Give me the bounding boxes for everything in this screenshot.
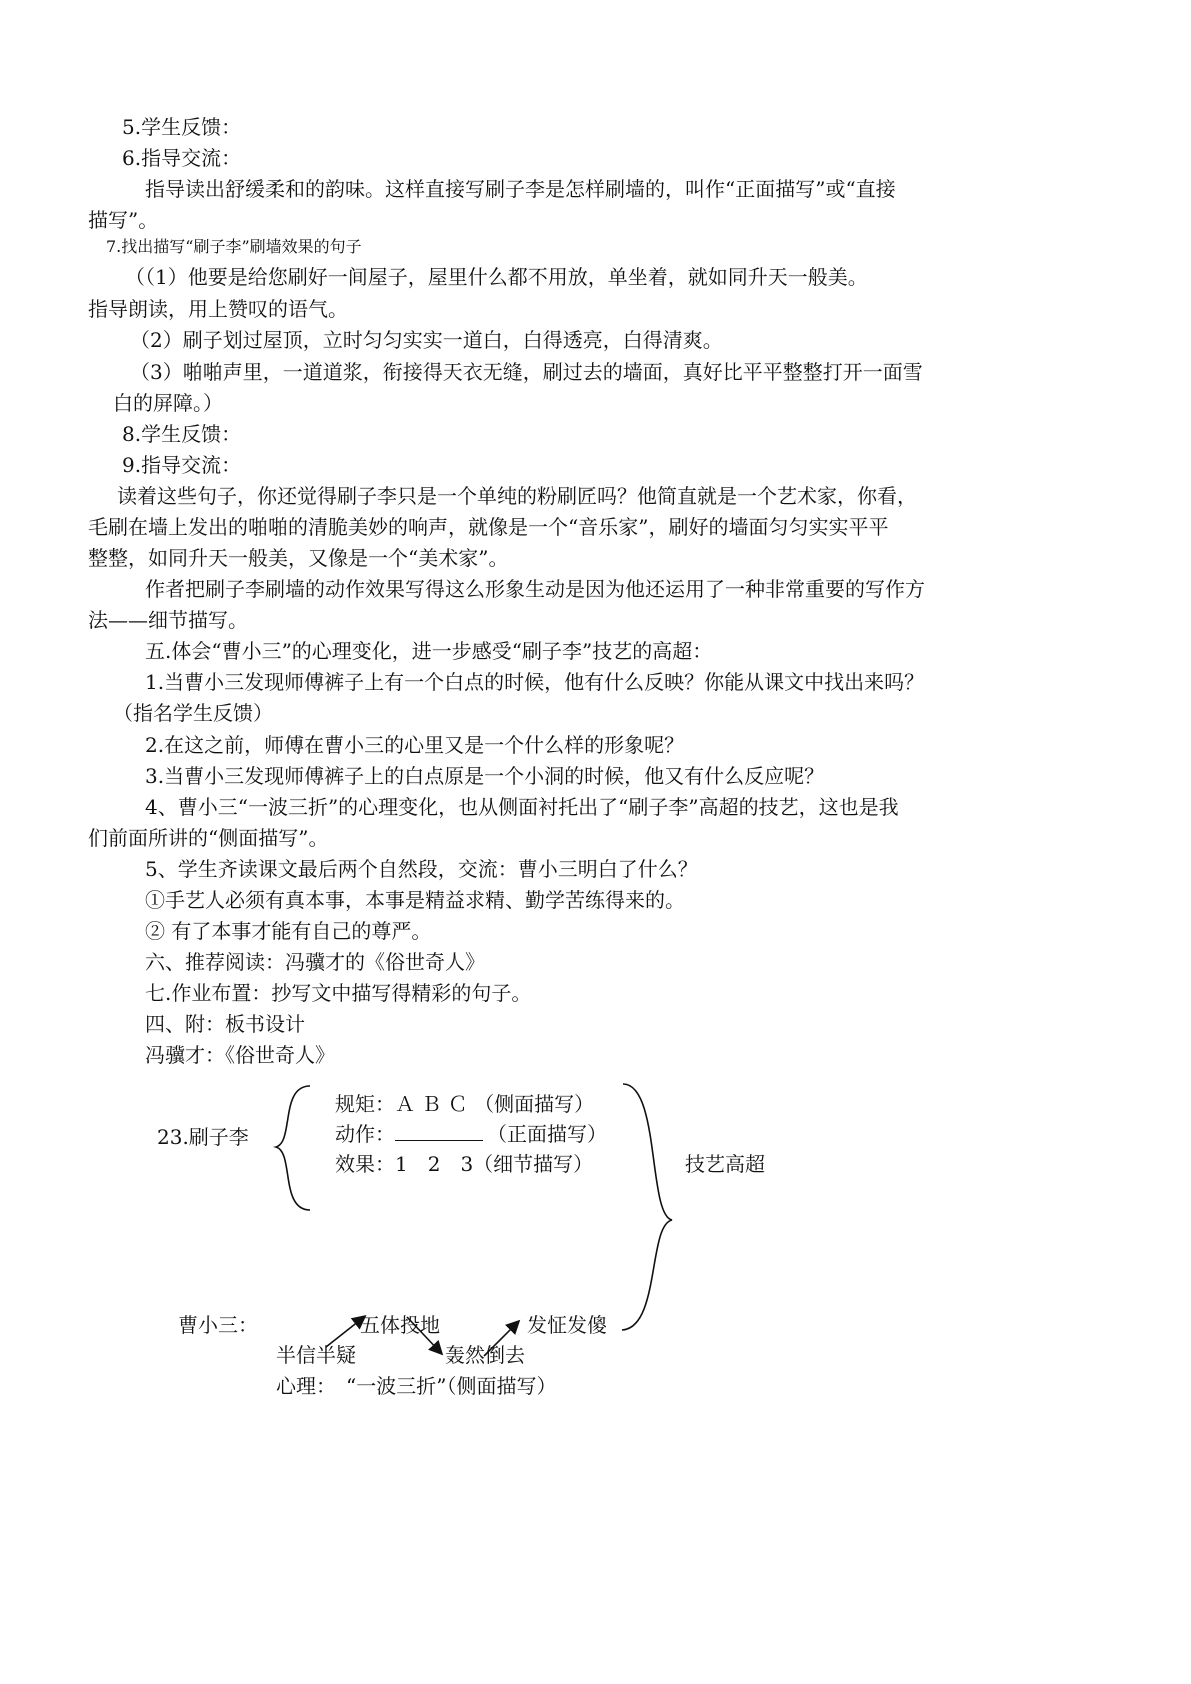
text-line: 冯骥才：《俗世奇人》 xyxy=(145,1043,335,1067)
text-line: 2.在这之前，师傅在曹小三的心里又是一个什么样的形象呢？ xyxy=(145,733,685,757)
board-action-label: 动作： xyxy=(335,1122,395,1146)
text-line: 5.学生反馈： xyxy=(122,115,242,139)
text-line: （3）啪啪声里，一道道浆，衔接得天衣无缝，刷过去的墙面，真好比平平整整打开一面雪 xyxy=(130,360,923,384)
text-line: 指导读出舒缓柔和的韵味。这样直接写刷子李是怎样刷墙的，叫作“正面描写”或“直接 xyxy=(145,177,896,201)
board-title: 23.刷子李 xyxy=(157,1125,249,1149)
board-step-3: 轰然倒去 xyxy=(445,1343,525,1367)
text-line: ② 有了本事才能有自己的尊严。 xyxy=(145,919,432,943)
text-line: 作者把刷子李刷墙的动作效果写得这么形象生动是因为他还运用了一种非常重要的写作方 xyxy=(145,577,925,601)
text-line: 1.当曹小三发现师傅裤子上有一个白点的时候，他有什么反映？你能从课文中找出来吗？ xyxy=(145,670,925,694)
text-line: 4、曹小三“一波三折”的心理变化，也从侧面衬托出了“刷子李”高超的技艺，这也是我 xyxy=(145,795,899,819)
text-line: 5、学生齐读课文最后两个自然段，交流：曹小三明白了什么？ xyxy=(145,857,698,881)
board-effect: 效果：1 2 3（细节描写） xyxy=(335,1152,594,1176)
blank-line xyxy=(395,1122,483,1141)
board-summary: 技艺高超 xyxy=(685,1152,765,1176)
text-line: 6.指导交流： xyxy=(122,146,242,170)
board-action xyxy=(335,1120,607,1148)
board-cao-label: 曹小三： xyxy=(178,1313,258,1337)
text-line: 7.找出描写“刷子李”刷墙效果的句子 xyxy=(106,237,362,256)
text-line: （（1）他要是给您刷好一间屋子，屋里什么都不用放，单坐着，就如同升天一般美。 xyxy=(125,265,868,289)
text-line: 指导朗读，用上赞叹的语气。 xyxy=(88,297,348,321)
text-line: 3.当曹小三发现师傅裤子上的白点原是一个小洞的时候，他又有什么反应呢？ xyxy=(145,764,825,788)
text-line: 七.作业布置：抄写文中描写得精彩的句子。 xyxy=(145,981,532,1005)
text-line: ①手艺人必须有真本事，本事是精益求精、勤学苦练得来的。 xyxy=(145,888,685,912)
board-step-1: 半信半疑 xyxy=(276,1343,356,1367)
right-brace xyxy=(622,1084,672,1330)
text-line: 8.学生反馈： xyxy=(122,422,242,446)
text-line: 9.指导交流： xyxy=(122,453,242,477)
text-line: 们前面所讲的“侧面描写”。 xyxy=(88,826,329,850)
board-psych: 心理： “一波三折”（侧面描写） xyxy=(276,1374,557,1398)
text-line: 法——细节描写。 xyxy=(88,608,248,632)
text-line: 读着这些句子，你还觉得刷子李只是一个单纯的粉刷匠吗？他简直就是一个艺术家，你看， xyxy=(117,484,917,508)
text-line: （指名学生反馈） xyxy=(113,701,273,725)
left-brace xyxy=(276,1086,310,1210)
text-line: 白的屏障。） xyxy=(113,391,223,415)
text-line: 四、附：板书设计 xyxy=(145,1012,305,1036)
text-line: 毛刷在墙上发出的啪啪的清脆美妙的响声，就像是一个“音乐家”，刷好的墙面匀匀实实平平 xyxy=(88,515,889,539)
text-line: 五.体会“曹小三”的心理变化，进一步感受“刷子李”技艺的高超： xyxy=(145,639,713,663)
board-step-2: 五体投地 xyxy=(360,1313,440,1337)
text-line: 描写”。 xyxy=(88,208,159,232)
text-line: 六、推荐阅读：冯骥才的《俗世奇人》 xyxy=(145,950,485,974)
board-step-4: 发怔发傻 xyxy=(527,1313,607,1337)
text-line: （2）刷子划过屋顶，立时匀匀实实一道白，白得透亮，白得清爽。 xyxy=(130,328,723,352)
board-rule: 规矩：Ａ Ｂ Ｃ （侧面描写） xyxy=(335,1092,595,1116)
text-line: 整整，如同升天一般美，又像是一个“美术家”。 xyxy=(88,546,509,570)
board-action-note: （正面描写） xyxy=(487,1122,607,1146)
